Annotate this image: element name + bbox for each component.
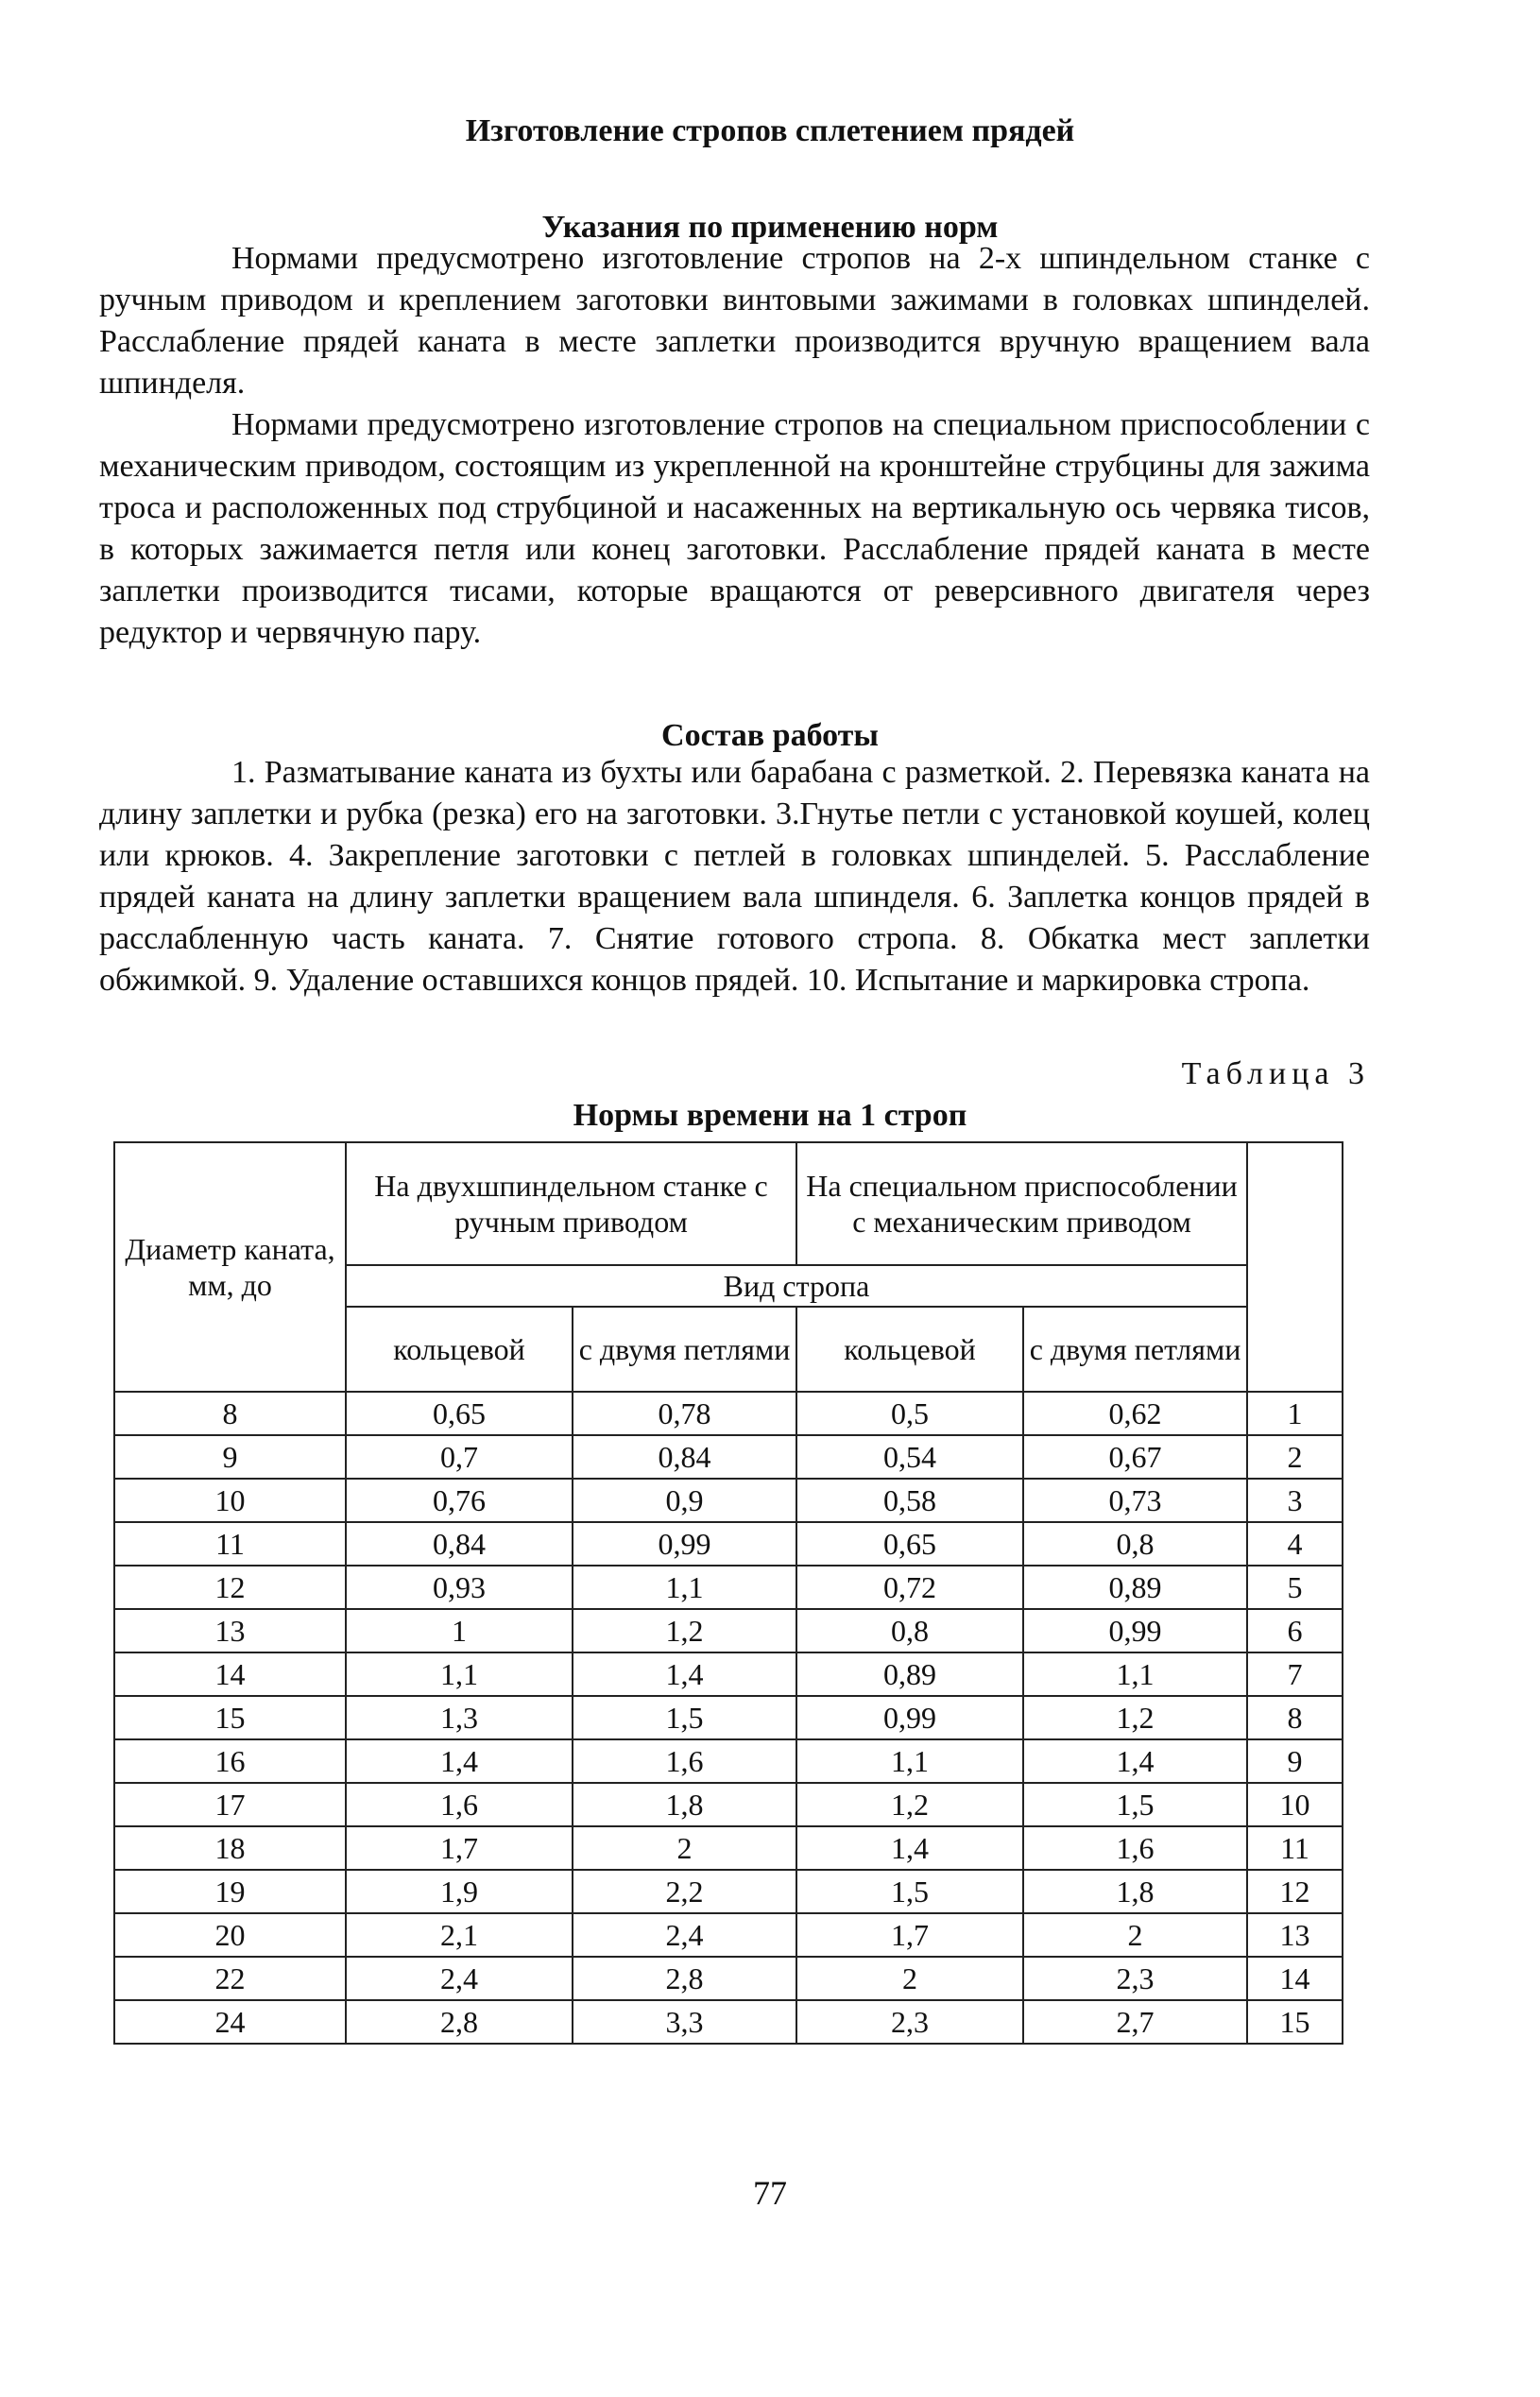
diameter-cell: 19 — [114, 1870, 346, 1913]
norm-value-cell: 1,2 — [573, 1609, 796, 1652]
table-row — [114, 1913, 1343, 1957]
table-row — [114, 2000, 1343, 2044]
work-text — [99, 752, 1370, 1002]
table-row — [114, 1870, 1343, 1913]
norm-value-cell: 2 — [573, 1826, 796, 1870]
table-row — [114, 1696, 1343, 1739]
norm-value-cell: 0,84 — [573, 1435, 796, 1479]
norm-value-cell: 2,4 — [346, 1957, 573, 2000]
diameter-cell: 9 — [114, 1435, 346, 1479]
norm-value-cell: 1,7 — [346, 1826, 573, 1870]
row-number-cell: 5 — [1247, 1566, 1343, 1609]
diameter-cell: 15 — [114, 1696, 346, 1739]
table-title: Нормы времени на 1 строп — [573, 1098, 967, 1133]
table-row — [114, 1479, 1343, 1522]
row-number-cell: 1 — [1247, 1392, 1343, 1435]
row-number-cell: 6 — [1247, 1609, 1343, 1652]
header-diameter: Диаметр каната, мм, до — [114, 1142, 346, 1392]
table-row — [114, 1609, 1343, 1652]
row-number-cell: 14 — [1247, 1957, 1343, 2000]
diameter-cell: 12 — [114, 1566, 346, 1609]
norm-value-cell: 0,8 — [796, 1609, 1023, 1652]
row-number-cell: 12 — [1247, 1870, 1343, 1913]
norm-value-cell: 1,7 — [796, 1913, 1023, 1957]
row-number-cell: 13 — [1247, 1913, 1343, 1957]
diameter-cell: 17 — [114, 1783, 346, 1826]
norm-value-cell: 1,1 — [573, 1566, 796, 1609]
norm-value-cell: 0,78 — [573, 1392, 796, 1435]
norm-value-cell: 2,2 — [573, 1870, 796, 1913]
norm-value-cell: 2 — [796, 1957, 1023, 2000]
norm-value-cell: 0,84 — [346, 1522, 573, 1566]
section-heading-instructions: Указания по применению норм — [541, 210, 999, 245]
diameter-cell: 22 — [114, 1957, 346, 2000]
norm-value-cell: 0,73 — [1023, 1479, 1247, 1522]
table-row — [114, 1652, 1343, 1696]
norm-value-cell: 1,5 — [1023, 1783, 1247, 1826]
paragraph: Нормами предусмотрено изготовление стропов на 2-х шпиндельном станке с ручным приводом и креплением заготовки винтовыми зажимами в головках шпинделей. Расслабление прядей каната в месте заплетки производится вручную вращением вала шпинделя. — [99, 241, 1370, 401]
paragraph: Нормами предусмотрено изготовление стропов на специальном приспособлении с механическим приводом, состоящим из укрепленной на кронштейне струбцины для зажима троса и расположенных под струбциной и насаженных на вертикальную ось червяка тисов, в которых зажимается петля или конец заготовки. Расслабление прядей каната в месте заплетки производится тисами, которые вращаются от реверсивного двигателя через редуктор и червячную пару. — [99, 407, 1370, 650]
norm-value-cell: 3,3 — [573, 2000, 796, 2044]
diameter-cell: 24 — [114, 2000, 346, 2044]
norm-value-cell: 0,89 — [1023, 1566, 1247, 1609]
norm-value-cell: 0,9 — [573, 1479, 796, 1522]
norm-value-cell: 1,4 — [346, 1739, 573, 1783]
norm-value-cell: 1,1 — [1023, 1652, 1247, 1696]
row-number-cell: 15 — [1247, 2000, 1343, 2044]
row-number-cell: 7 — [1247, 1652, 1343, 1696]
diameter-cell: 8 — [114, 1392, 346, 1435]
norm-value-cell: 1,2 — [796, 1783, 1023, 1826]
norm-value-cell: 2,3 — [1023, 1957, 1247, 2000]
header-two-loops: с двумя петлями — [1023, 1307, 1247, 1392]
norm-value-cell: 0,89 — [796, 1652, 1023, 1696]
row-number-cell: 2 — [1247, 1435, 1343, 1479]
norm-value-cell: 1,3 — [346, 1696, 573, 1739]
table-row — [114, 1392, 1343, 1435]
table-row — [114, 1739, 1343, 1783]
norm-value-cell: 1,1 — [796, 1739, 1023, 1783]
norm-value-cell: 1 — [346, 1609, 573, 1652]
norm-value-cell: 0,99 — [1023, 1609, 1247, 1652]
norm-value-cell: 1,6 — [573, 1739, 796, 1783]
norm-value-cell: 2,4 — [573, 1913, 796, 1957]
norm-value-cell: 0,76 — [346, 1479, 573, 1522]
norm-value-cell: 1,9 — [346, 1870, 573, 1913]
header-group-manual: На двухшпиндельном станке с ручным приводом — [346, 1142, 796, 1265]
diameter-cell: 14 — [114, 1652, 346, 1696]
diameter-cell: 18 — [114, 1826, 346, 1870]
table-row — [114, 1522, 1343, 1566]
section-heading-work: Состав работы — [661, 718, 879, 753]
norm-value-cell: 0,93 — [346, 1566, 573, 1609]
paragraph: 1. Разматывание каната из бухты или барабана с разметкой. 2. Перевязка каната на длину заплетки и рубка (резка) его на заготовки. 3.Гнутье петли с установкой коушей, колец или крюков. 4. Закрепление заготовки с петлей в головках шпинделей. 5. Расслабление прядей каната на длину заплетки вращением вала шпинделя. 6. Заплетка концов прядей в расслабленную часть каната. 7. Снятие готового стропа. 8. Обкатка мест заплетки обжимкой. 9. Удаление оставшихся концов прядей. 10. Испытание и маркировка стропа. — [99, 755, 1370, 998]
norm-value-cell: 0,7 — [346, 1435, 573, 1479]
row-number-cell: 4 — [1247, 1522, 1343, 1566]
header-kind: Вид стропа — [346, 1265, 1247, 1307]
norm-value-cell: 1,6 — [346, 1783, 573, 1826]
norm-value-cell: 1,4 — [573, 1652, 796, 1696]
document-title: Изготовление стропов сплетением прядей — [465, 113, 1075, 148]
norm-value-cell: 0,72 — [796, 1566, 1023, 1609]
diameter-cell: 16 — [114, 1739, 346, 1783]
norm-value-cell: 2,3 — [796, 2000, 1023, 2044]
instructions-text — [99, 238, 1370, 654]
norm-value-cell: 0,99 — [573, 1522, 796, 1566]
header-two-loops: с двумя петлями — [573, 1307, 796, 1392]
norm-value-cell: 0,65 — [346, 1392, 573, 1435]
table-label: Таблица 3 — [1181, 1056, 1370, 1091]
norm-value-cell: 0,99 — [796, 1696, 1023, 1739]
diameter-cell: 11 — [114, 1522, 346, 1566]
table-row — [114, 1957, 1343, 2000]
norm-value-cell: 1,4 — [796, 1826, 1023, 1870]
row-number-cell: 9 — [1247, 1739, 1343, 1783]
norm-value-cell: 1,8 — [573, 1783, 796, 1826]
row-number-cell: 11 — [1247, 1826, 1343, 1870]
header-ring: кольцевой — [346, 1307, 573, 1392]
norms-table — [113, 1141, 1343, 2045]
norm-value-cell: 0,65 — [796, 1522, 1023, 1566]
norm-value-cell: 0,5 — [796, 1392, 1023, 1435]
table-row — [114, 1435, 1343, 1479]
norms-table-body — [114, 1392, 1343, 2044]
header-ring: кольцевой — [796, 1307, 1023, 1392]
norm-value-cell: 2,1 — [346, 1913, 573, 1957]
norm-value-cell: 2,7 — [1023, 2000, 1247, 2044]
norm-value-cell: 2 — [1023, 1913, 1247, 1957]
norm-value-cell: 1,1 — [346, 1652, 573, 1696]
table-row — [114, 1826, 1343, 1870]
row-number-cell: 10 — [1247, 1783, 1343, 1826]
norm-value-cell: 0,58 — [796, 1479, 1023, 1522]
header-row-number — [1247, 1142, 1343, 1392]
norm-value-cell: 1,2 — [1023, 1696, 1247, 1739]
norm-value-cell: 1,5 — [573, 1696, 796, 1739]
norm-value-cell: 0,67 — [1023, 1435, 1247, 1479]
norm-value-cell: 0,62 — [1023, 1392, 1247, 1435]
table-row — [114, 1783, 1343, 1826]
norm-value-cell: 0,8 — [1023, 1522, 1247, 1566]
norm-value-cell: 1,5 — [796, 1870, 1023, 1913]
row-number-cell: 8 — [1247, 1696, 1343, 1739]
row-number-cell: 3 — [1247, 1479, 1343, 1522]
table-row — [114, 1566, 1343, 1609]
norm-value-cell: 2,8 — [573, 1957, 796, 2000]
diameter-cell: 13 — [114, 1609, 346, 1652]
diameter-cell: 20 — [114, 1913, 346, 1957]
diameter-cell: 10 — [114, 1479, 346, 1522]
header-group-mechanical: На специальном приспособлении с механическим приводом — [796, 1142, 1247, 1265]
norm-value-cell: 1,6 — [1023, 1826, 1247, 1870]
norm-value-cell: 1,4 — [1023, 1739, 1247, 1783]
norm-value-cell: 0,54 — [796, 1435, 1023, 1479]
norm-value-cell: 1,8 — [1023, 1870, 1247, 1913]
page-number: 77 — [753, 2174, 787, 2212]
norm-value-cell: 2,8 — [346, 2000, 573, 2044]
